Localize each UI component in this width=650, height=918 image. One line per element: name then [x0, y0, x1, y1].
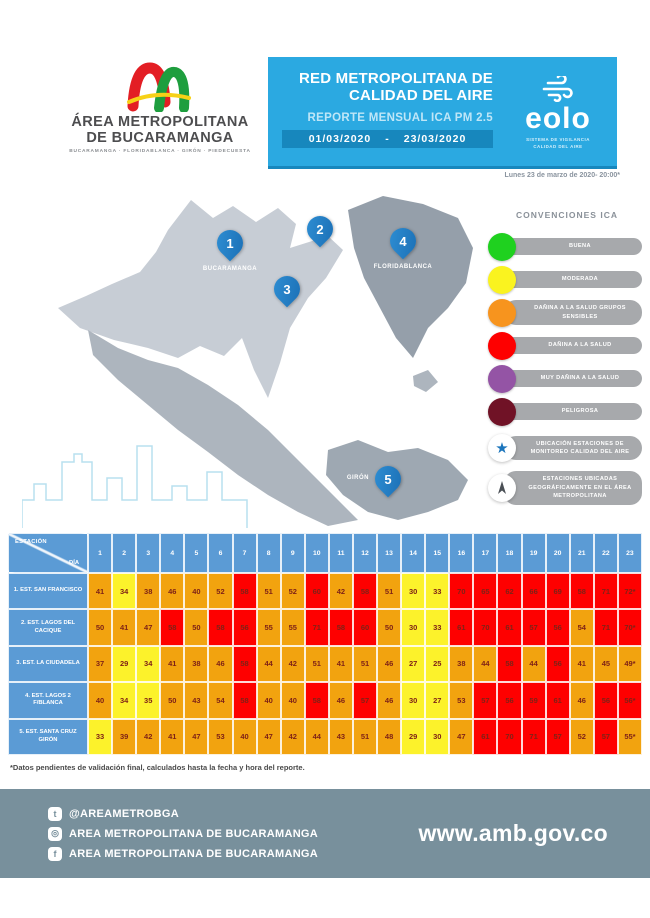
eolo-tagline-line1: SISTEMA DE VIGILANCIA	[526, 137, 590, 143]
social-facebook[interactable]	[48, 847, 318, 861]
ica-cell: 53	[449, 682, 473, 718]
day-header-14: 14	[401, 533, 425, 573]
ica-cell: 52	[570, 719, 594, 755]
ica-cell: 50	[88, 609, 112, 645]
legend-north-label: ESTACIONES UBICADAS GEOGRÁFICAMENTE EN EL ÁREA METROPOLITANA	[504, 471, 642, 504]
ica-cell: 55	[257, 609, 281, 645]
ica-cell: 58	[497, 646, 521, 682]
ica-cell: 54	[570, 609, 594, 645]
ica-cell: 60	[353, 609, 377, 645]
banner-subtitle: REPORTE MENSUAL ICA PM 2.5	[307, 111, 493, 124]
ica-cell: 43	[329, 719, 353, 755]
amb-logo	[52, 58, 268, 154]
ica-cell: 46	[570, 682, 594, 718]
ica-cell: 51	[257, 573, 281, 609]
map-island-shape	[413, 370, 438, 392]
ica-cell: 40	[88, 682, 112, 718]
station-label-1: 1. EST. SAN FRANCISCO	[8, 573, 88, 609]
legend-station-marker-label: UBICACIÓN ESTACIONES DE MONITOREO CALIDAD DEL AIRE	[504, 436, 642, 461]
ica-cell: 29	[401, 719, 425, 755]
ica-cell: 30	[401, 682, 425, 718]
ica-cell: 71	[594, 609, 618, 645]
banner-text-block	[268, 57, 499, 166]
map-pin-3	[274, 276, 300, 302]
social-handle: @AREAMETROBGA	[69, 807, 179, 820]
ica-cell: 58	[160, 609, 184, 645]
ica-cell: 61	[497, 609, 521, 645]
day-header-20: 20	[546, 533, 570, 573]
north-compass-icon	[488, 474, 516, 502]
day-header-22: 22	[594, 533, 618, 573]
day-header-10: 10	[305, 533, 329, 573]
eolo-tagline	[526, 137, 590, 150]
ica-table	[8, 533, 642, 755]
ica-cell: 66	[522, 573, 546, 609]
ica-cell: 47	[257, 719, 281, 755]
ica-cell: 34	[112, 573, 136, 609]
ica-cell: 27	[425, 682, 449, 718]
ica-cell: 51	[353, 719, 377, 755]
ica-cell: 30	[425, 719, 449, 755]
legend-item-4	[488, 362, 646, 395]
ica-cell: 51	[377, 573, 401, 609]
day-header-3: 3	[136, 533, 160, 573]
ica-cell: 33	[425, 573, 449, 609]
ica-cell: 58	[233, 646, 257, 682]
ica-cell: 51	[353, 646, 377, 682]
ica-cell: 42	[136, 719, 160, 755]
day-header-12: 12	[353, 533, 377, 573]
ica-cell: 44	[522, 646, 546, 682]
twitter-icon: t	[48, 807, 62, 821]
ica-cell: 56	[546, 609, 570, 645]
day-header-6: 6	[208, 533, 232, 573]
corner-label-day: DÍA	[69, 560, 79, 566]
ica-cell: 58	[570, 573, 594, 609]
ica-cell: 39	[112, 719, 136, 755]
ica-cell: 47	[184, 719, 208, 755]
ica-cell: 57	[353, 682, 377, 718]
ica-legend	[488, 210, 646, 508]
social-instagram[interactable]	[48, 827, 318, 841]
legend-item-label: BUENA	[504, 238, 642, 254]
ica-cell: 42	[329, 573, 353, 609]
amb-title-line2: DE BUCARAMANGA	[86, 130, 234, 147]
ica-cell: 40	[281, 682, 305, 718]
day-header-9: 9	[281, 533, 305, 573]
report-banner	[268, 57, 617, 169]
ica-cell: 41	[112, 609, 136, 645]
legend-station-marker-row	[488, 428, 646, 468]
amb-logo-mark	[123, 58, 197, 112]
ica-cell: 50	[377, 609, 401, 645]
day-header-15: 15	[425, 533, 449, 573]
ica-cell: 41	[160, 719, 184, 755]
ica-cell: 30	[401, 609, 425, 645]
ica-cell: 56	[233, 609, 257, 645]
ica-cell: 61	[449, 609, 473, 645]
ica-cell: 46	[160, 573, 184, 609]
ica-cell: 46	[377, 682, 401, 718]
day-header-23: 23	[618, 533, 642, 573]
ica-cell: 38	[449, 646, 473, 682]
legend-item-0	[488, 230, 646, 263]
day-header-5: 5	[184, 533, 208, 573]
ica-cell: 58	[208, 609, 232, 645]
ica-cell: 52	[281, 573, 305, 609]
ica-cell: 60	[305, 573, 329, 609]
ica-cell: 34	[112, 682, 136, 718]
report-datetime: Lunes 23 de marzo de 2020- 20:00*	[504, 172, 620, 179]
ica-cell: 56	[594, 682, 618, 718]
ica-cell: 47	[136, 609, 160, 645]
date-to: 23/03/2020	[403, 132, 467, 145]
ica-cell: 59	[522, 682, 546, 718]
legend-item-3	[488, 329, 646, 362]
footer-band	[0, 789, 650, 878]
corner-label-station: ESTACIÓN	[15, 539, 47, 545]
ica-cell: 55	[281, 609, 305, 645]
legend-color-dot	[488, 365, 516, 393]
ica-cell: 61	[473, 719, 497, 755]
day-header-1: 1	[88, 533, 112, 573]
ica-cell: 47	[449, 719, 473, 755]
ica-cell: 40	[233, 719, 257, 755]
ica-cell: 37	[88, 646, 112, 682]
banner-title-line1: RED METROPOLITANA DE	[299, 70, 493, 87]
day-header-21: 21	[570, 533, 594, 573]
ica-cell: 53	[208, 719, 232, 755]
municipality-floridablanca-shape	[348, 196, 473, 358]
social-handle: AREA METROPOLITANA DE BUCARAMANGA	[69, 847, 319, 860]
day-header-4: 4	[160, 533, 184, 573]
ica-cell: 56	[497, 682, 521, 718]
ica-cell: 40	[257, 682, 281, 718]
legend-items	[488, 230, 646, 428]
ica-cell: 29	[112, 646, 136, 682]
ica-cell: 58	[233, 573, 257, 609]
ica-cell: 52	[208, 573, 232, 609]
banner-title-line2: CALIDAD DEL AIRE	[348, 87, 493, 105]
city-skyline-outline	[22, 436, 272, 532]
ica-cell: 40	[184, 573, 208, 609]
ica-cell: 33	[88, 719, 112, 755]
legend-item-label: MUY DAÑINA A LA SALUD	[504, 370, 642, 386]
legend-north-row	[488, 468, 646, 508]
ica-cell: 57	[546, 719, 570, 755]
pin-number: 2	[316, 221, 324, 237]
ica-cell: 62	[497, 573, 521, 609]
ica-cell: 56*	[618, 682, 642, 718]
ica-cell: 55*	[618, 719, 642, 755]
ica-cell: 70	[497, 719, 521, 755]
day-header-11: 11	[329, 533, 353, 573]
ica-cell: 48	[377, 719, 401, 755]
social-links	[48, 807, 318, 861]
ica-cell: 30	[401, 573, 425, 609]
eolo-logo	[499, 57, 617, 166]
station-label-2: 2. EST. LAGOS DEL CACIQUE	[8, 609, 88, 645]
municipality-bucaramanga-shape	[58, 200, 343, 398]
ica-cell: 57	[473, 682, 497, 718]
ica-cell: 33	[425, 609, 449, 645]
pin-label: BUCARAMANGA	[202, 266, 258, 272]
ica-cell: 71	[594, 573, 618, 609]
facebook-icon: f	[48, 847, 62, 861]
pin-label: FLORIDABLANCA	[373, 264, 433, 270]
ica-cell: 43	[184, 682, 208, 718]
website-link[interactable]: www.amb.gov.co	[418, 820, 608, 846]
social-twitter[interactable]	[48, 807, 318, 821]
ica-cell: 50	[160, 682, 184, 718]
ica-cell: 46	[208, 646, 232, 682]
amb-title-line1: ÁREA METROPOLITANA	[71, 114, 249, 130]
ica-cell: 41	[88, 573, 112, 609]
ica-cell: 70	[449, 573, 473, 609]
ica-cell: 44	[257, 646, 281, 682]
instagram-icon: ◎	[48, 827, 62, 841]
legend-color-dot	[488, 332, 516, 360]
legend-title: CONVENCIONES ICA	[516, 210, 618, 220]
date-from: 01/03/2020	[308, 132, 372, 145]
table-corner-cell	[8, 533, 88, 573]
map-pin-1	[202, 230, 258, 272]
ica-cell: 71	[522, 719, 546, 755]
station-label-5: 5. EST. SANTA CRUZ GIRÓN	[8, 719, 88, 755]
day-header-8: 8	[257, 533, 281, 573]
banner-date-range	[282, 130, 493, 148]
pin-label: GIRÓN	[346, 475, 369, 481]
legend-color-dot	[488, 398, 516, 426]
ica-cell: 42	[281, 719, 305, 755]
ica-cell: 51	[305, 646, 329, 682]
social-handle: AREA METROPOLITANA DE BUCARAMANGA	[69, 827, 319, 840]
day-header-7: 7	[233, 533, 257, 573]
ica-cell: 38	[136, 573, 160, 609]
station-label-4: 4. EST. LAGOS 2 F/BLANCA	[8, 682, 88, 718]
ica-cell: 44	[305, 719, 329, 755]
ica-cell: 46	[329, 682, 353, 718]
station-label-3: 3. EST. LA CIUDADELA	[8, 646, 88, 682]
legend-item-label: DAÑINA A LA SALUD	[504, 337, 642, 353]
day-header-18: 18	[497, 533, 521, 573]
day-header-17: 17	[473, 533, 497, 573]
ica-cell: 70	[473, 609, 497, 645]
pin-number: 1	[226, 235, 234, 251]
ica-cell: 58	[305, 682, 329, 718]
ica-cell: 57	[522, 609, 546, 645]
ica-cell: 46	[377, 646, 401, 682]
pin-number: 5	[384, 471, 392, 487]
map-pin-2	[307, 216, 333, 242]
station-marker-icon	[488, 434, 516, 462]
ica-cell: 27	[401, 646, 425, 682]
legend-color-dot	[488, 266, 516, 294]
ica-cell: 41	[570, 646, 594, 682]
table-footnote: *Datos pendientes de validación final, calculados hasta la fecha y hora del reporte.	[10, 763, 305, 772]
ica-cell: 58	[233, 682, 257, 718]
ica-table-section	[8, 533, 642, 755]
day-header-13: 13	[377, 533, 401, 573]
day-header-2: 2	[112, 533, 136, 573]
ica-cell: 44	[473, 646, 497, 682]
eolo-wordmark: eolo	[525, 102, 591, 136]
ica-cell: 49*	[618, 646, 642, 682]
day-header-16: 16	[449, 533, 473, 573]
ica-cell: 65	[473, 573, 497, 609]
legend-item-label: MODERADA	[504, 271, 642, 287]
ica-cell: 57	[594, 719, 618, 755]
legend-item-label: DAÑINA A LA SALUD GRUPOS SENSIBLES	[504, 300, 642, 325]
ica-cell: 35	[136, 682, 160, 718]
legend-item-2	[488, 296, 646, 329]
ica-cell: 45	[594, 646, 618, 682]
ica-cell: 58	[329, 609, 353, 645]
ica-cell: 71	[305, 609, 329, 645]
map-pin-5	[346, 466, 401, 492]
pin-number: 4	[399, 233, 407, 249]
ica-cell: 38	[184, 646, 208, 682]
legend-item-1	[488, 263, 646, 296]
map-pin-4	[373, 228, 433, 270]
ica-cell: 70*	[618, 609, 642, 645]
ica-cell: 41	[329, 646, 353, 682]
star-icon: ★	[495, 439, 509, 457]
ica-cell: 69	[546, 573, 570, 609]
ica-cell: 54	[208, 682, 232, 718]
ica-cell: 42	[281, 646, 305, 682]
amb-subtitle: BUCARAMANGA · FLORIDABLANCA · GIRÓN · PIEDECUESTA	[69, 149, 251, 155]
ica-cell: 58	[353, 573, 377, 609]
ica-cell: 56	[546, 646, 570, 682]
wind-icon	[540, 76, 576, 102]
legend-item-5	[488, 395, 646, 428]
day-header-19: 19	[522, 533, 546, 573]
ica-cell: 41	[160, 646, 184, 682]
ica-cell: 50	[184, 609, 208, 645]
ica-cell: 25	[425, 646, 449, 682]
ica-cell: 72*	[618, 573, 642, 609]
legend-item-label: PELIGROSA	[504, 403, 642, 419]
pin-number: 3	[283, 281, 291, 297]
eolo-tagline-line2: CALIDAD DEL AIRE	[533, 144, 583, 149]
north-arrow-icon	[496, 481, 508, 495]
ica-cell: 61	[546, 682, 570, 718]
legend-color-dot	[488, 299, 516, 327]
ica-cell: 34	[136, 646, 160, 682]
legend-color-dot	[488, 233, 516, 261]
date-separator: -	[385, 132, 390, 145]
